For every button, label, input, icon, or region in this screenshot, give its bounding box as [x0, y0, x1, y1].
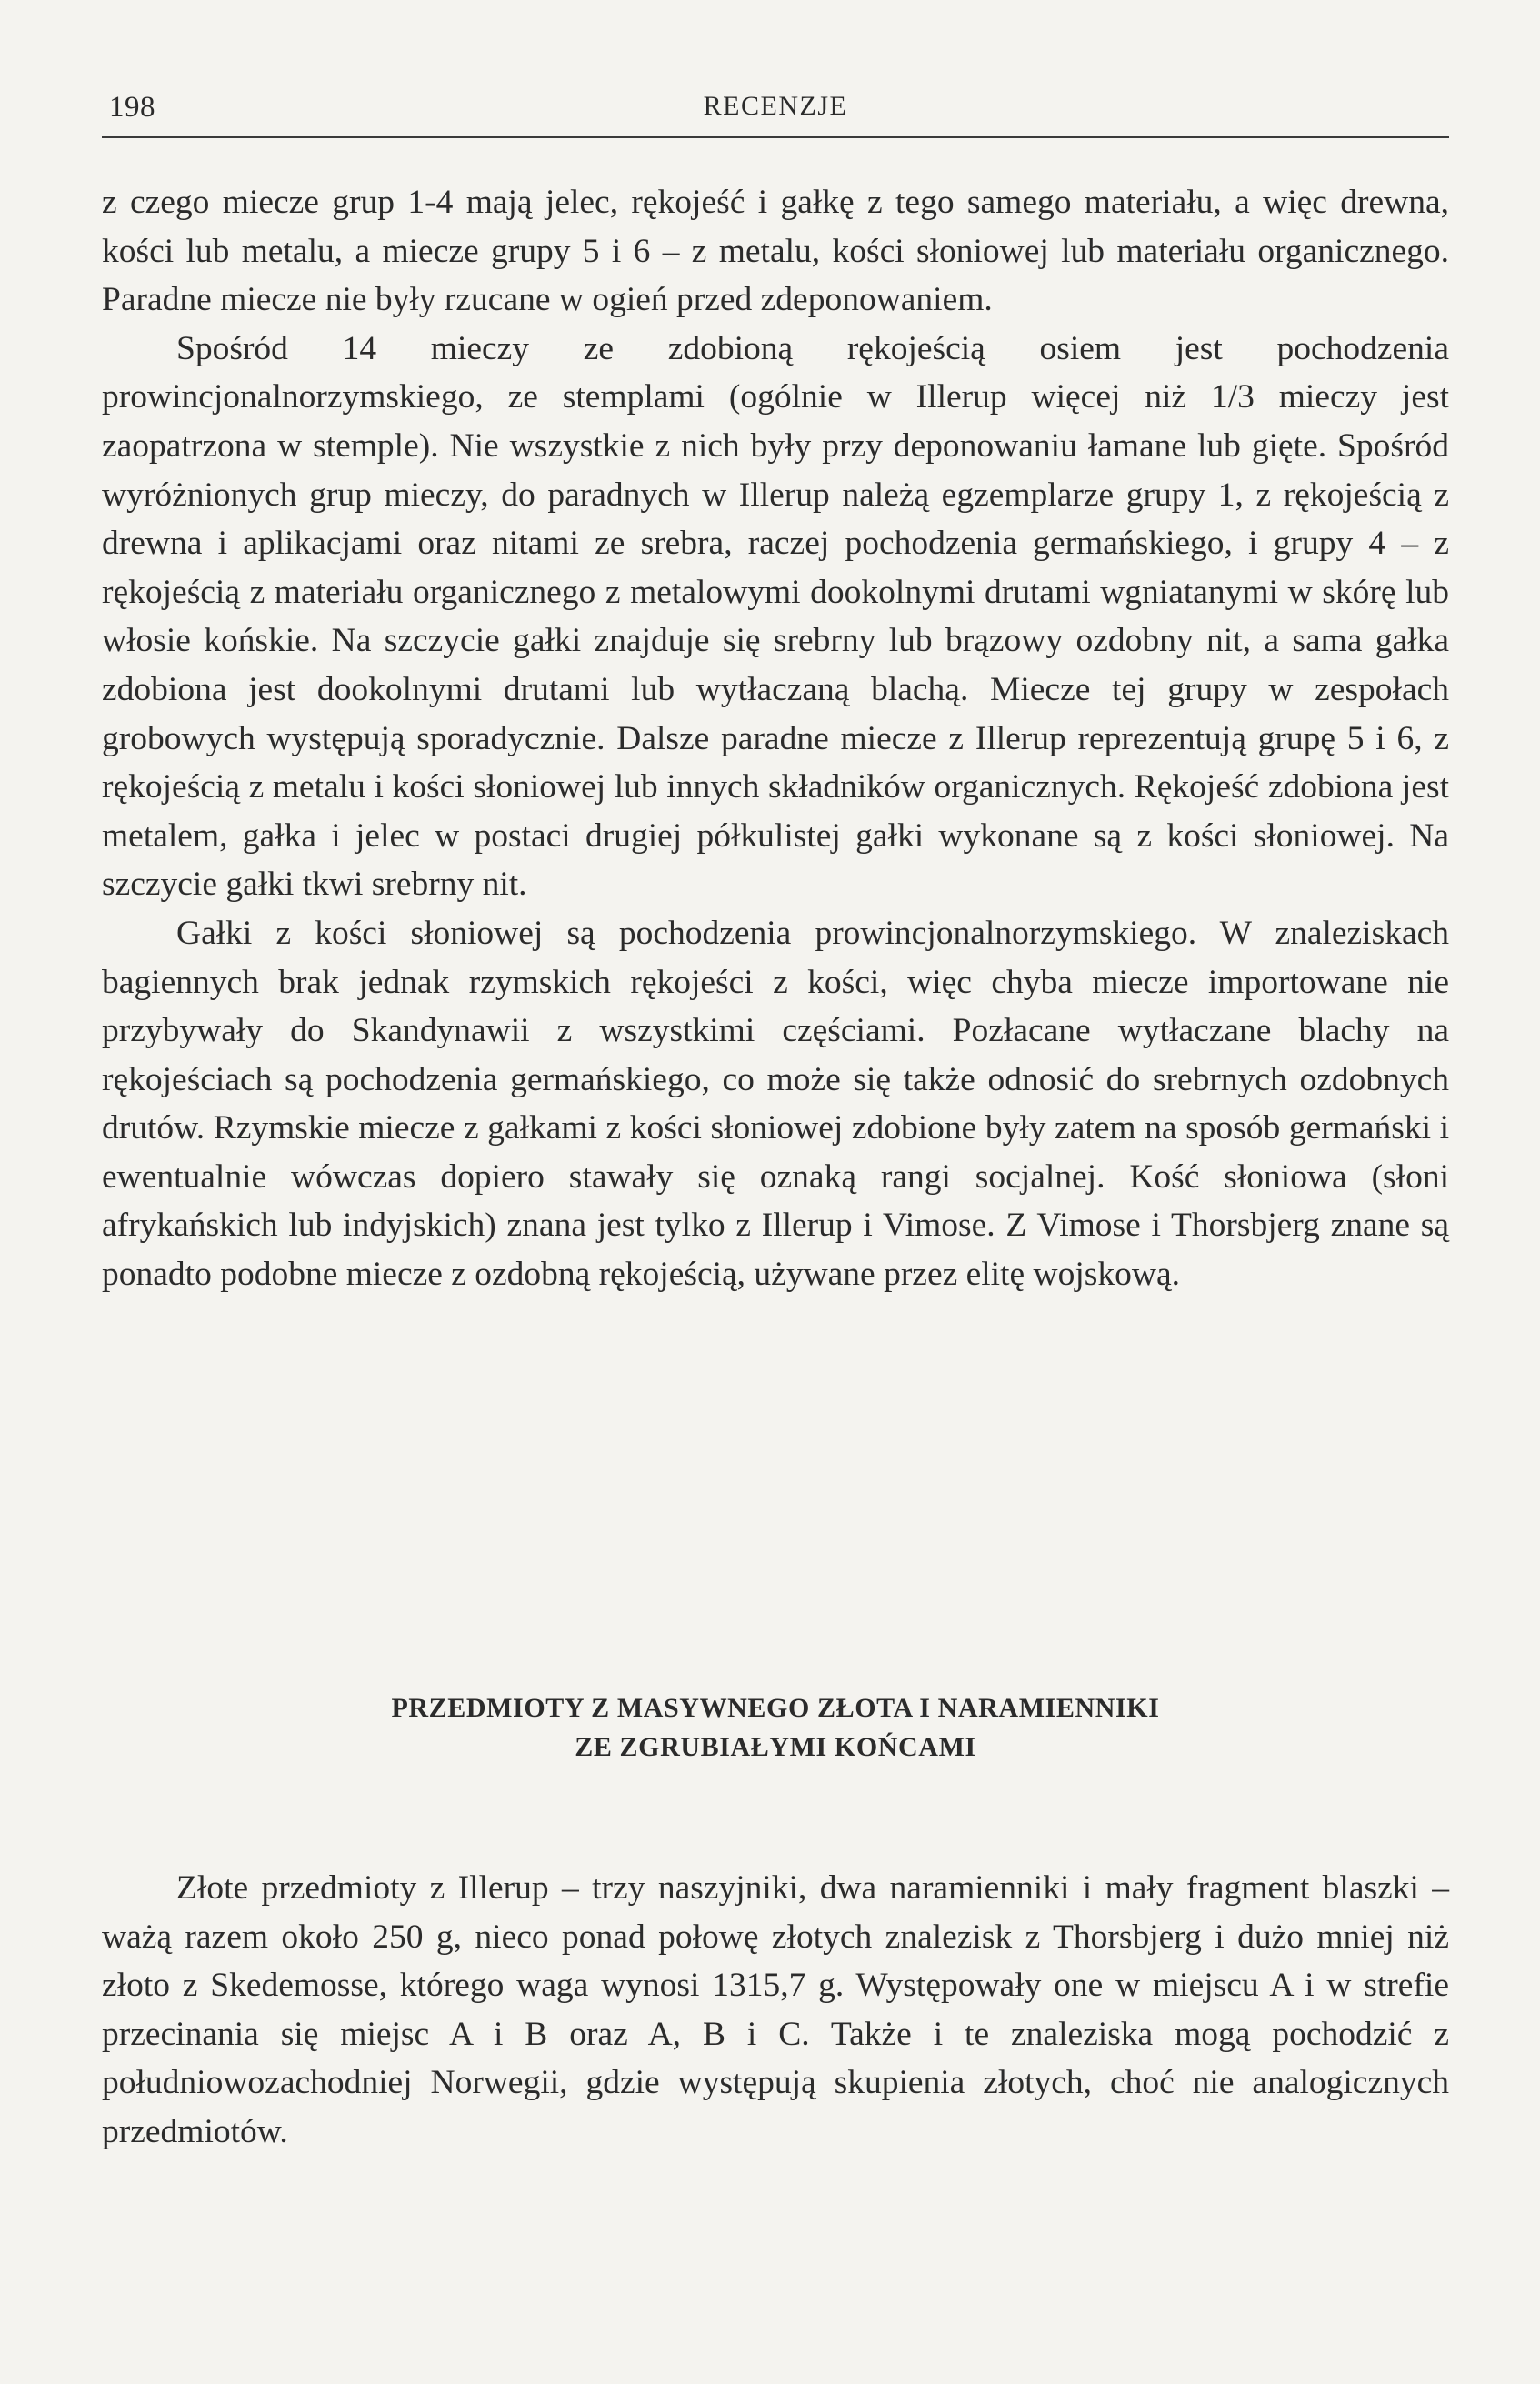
running-head	[102, 87, 1449, 133]
section-body	[102, 1864, 1449, 2157]
section-heading	[102, 1688, 1449, 1767]
body-paragraph: Gałki z kości słoniowej są pochodzenia prowincjonalnorzymskiego. W znaleziskach bagiennych brak jednak rzymskich rękojeści z kości, więc chyba miecze importowane nie przybywały do Skandynawii z wszystkimi częściami. Pozłacane wytłaczane blachy na rękojeściach są pochodzenia germańskiego, co może się także odnosić do srebrnych ozdobnych drutów. Rzymskie miecze z gałkami z kości słoniowej zdobione były zatem na sposób germański i ewentualnie wówczas dopiero stawały się oznaką rangi socjalnej. Kość słoniowa (słoni afrykańskich lub indyjskich) znana jest tylko z Illerup i Vimose. Z Vimose i Thorsbjerg znane są ponadto podobne miecze z ozdobną rękojeścią, używane przez elitę wojskową.	[102, 914, 1449, 1294]
review-body	[102, 178, 1449, 1299]
body-paragraph: Spośród 14 mieczy ze zdobioną rękojeścią osiem jest pochodzenia prowincjonalnorzymskiego, ze stemplami (ogólnie w Illerup więcej niż 1/3 mieczy jest zaopatrzona w stemple). Nie wszystkie z nich były przy deponowaniu łamane lub gięte. Spośród wyróżnionych grup mieczy, do paradnych w Illerup należą egzemplarze grupy 1, z rękojeścią z drewna i aplikacjami oraz nitami ze srebra, raczej pochodzenia germańskiego, i grupy 4 – z rękojeścią z materiału organicznego z metalowymi dookolnymi drutami wgniatanymi w skórę lub włosie końskie. Na szczycie gałki znajduje się srebrny lub brązowy ozdobny nit, a sama gałka zdobiona jest dookolnymi drutami lub wytłaczaną blachą. Miecze tej grupy w zespołach grobowych występują sporadycznie. Dalsze paradne miecze z Illerup reprezentują grupę 5 i 6, z rękojeścią z metalu i kości słoniowej lub innych składników organicznych. Rękojeść zdobiona jest metalem, gałka i jelec w postaci drugiej półkulistej gałki wykonane są z kości słoniowej. Na szczycie gałki tkwi srebrny nit.	[102, 329, 1449, 904]
page-number: 198	[109, 91, 155, 124]
body-paragraph: z czego miecze grup 1-4 mają jelec, rękojeść i gałkę z tego samego materiału, a więc drewna, kości lub metalu, a miecze grupy 5 i 6 – z metalu, kości słoniowej lub materiału organicznego. Paradne miecze nie były rzucane w ogień przed zdeponowaniem.	[102, 184, 1449, 319]
section-paragraph: Złote przedmioty z Illerup – trzy naszyjniki, dwa naramienniki i mały fragment blaszki – ważą razem około 250 g, nieco ponad połowę złotych znalezisk z Thorsbjerg i dużo mniej niż złoto z Skedemosse, którego waga wynosi 1315,7 g. Występowały one w miejscu A i w strefie przecinania się miejsc A i B oraz A, B i C. Także i te znaleziska mogą pochodzić z południowozachodniej Norwegii, gdzie występują skupienia złotych, choć nie analogicznych przedmiotów.	[102, 1869, 1449, 2150]
running-title: RECENZJE	[703, 91, 848, 121]
section-heading-line: PRZEDMIOTY Z MASYWNEGO ZŁOTA I NARAMIENNIKI	[391, 1693, 1160, 1723]
header-rule	[102, 136, 1449, 138]
section-heading-line: ZE ZGRUBIAŁYMI KOŃCAMI	[575, 1732, 976, 1762]
